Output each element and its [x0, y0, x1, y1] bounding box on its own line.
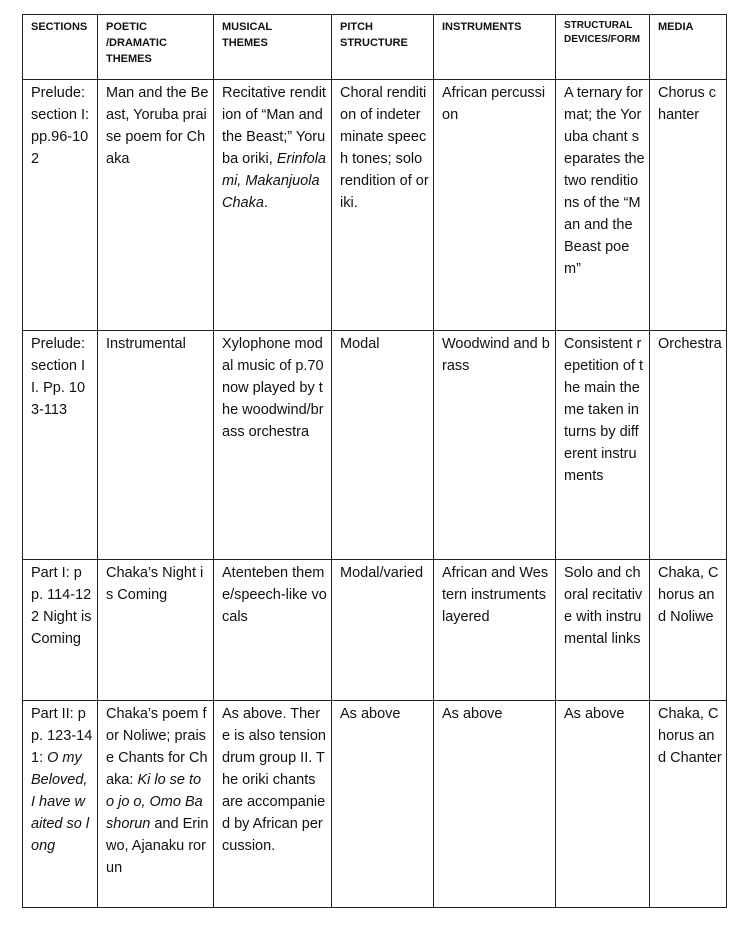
cell-instruments: African percussion: [434, 80, 556, 331]
cell-pitch-structure: Choral rendition of indeterminate speech tones; solo rendition of oriki.: [332, 80, 434, 331]
cell-structural-device: Consistent repetition of the main theme taken in turns by different instruments: [556, 331, 650, 560]
header-poetic-dramatic-themes: POETIC /DRAMATIC THEMES: [98, 15, 214, 80]
cell-musical-theme: Xylophone modal music of p.70 now played by the woodwind/brass orchestra: [214, 331, 332, 560]
cell-musical-theme: Recitative rendition of “Man and the Beast;” Yoruba oriki, Erinfolami, Makanjuola Chaka.: [214, 80, 332, 331]
header-media: MEDIA: [650, 15, 727, 80]
table-row: [23, 80, 727, 331]
cell-structural-device: A ternary format; the Yoruba chant separates the two renditions of the “Man and the Beast poem”: [556, 80, 650, 331]
cell-media: Chaka, Chorus and Noliwe: [650, 560, 727, 701]
table-row: [23, 560, 727, 701]
cell-poetic-theme: Man and the Beast, Yoruba praise poem for Chaka: [98, 80, 214, 331]
cell-section: Prelude: section I: pp.96-102: [23, 80, 98, 331]
header-musical-themes: MUSICAL THEMES: [214, 15, 332, 80]
header-instruments: INSTRUMENTS: [434, 15, 556, 80]
sections-table: [22, 14, 727, 908]
cell-musical-theme: As above. There is also tension drum group II. The oriki chants are accompanied by African percussion.: [214, 701, 332, 908]
cell-pitch-structure: Modal/varied: [332, 560, 434, 701]
cell-section: Prelude: section II. Pp. 103-113: [23, 331, 98, 560]
cell-pitch-structure: As above: [332, 701, 434, 908]
cell-instruments: African and Western instruments layered: [434, 560, 556, 701]
cell-pitch-structure: Modal: [332, 331, 434, 560]
cell-media: Orchestra: [650, 331, 727, 560]
header-pitch-structure: PITCH STRUCTURE: [332, 15, 434, 80]
cell-poetic-theme: Chaka’s poem for Noliwe; praise Chants for Chaka: Ki lo se too jo o, Omo Bashorun and Erinwo, Ajanaku rorun: [98, 701, 214, 908]
header-sections: SECTIONS: [23, 15, 98, 80]
cell-media: Chaka, Chorus and Chanter: [650, 701, 727, 908]
header-row: [23, 15, 727, 80]
cell-poetic-theme: Instrumental: [98, 331, 214, 560]
cell-structural-device: Solo and choral recitative with instrumental links: [556, 560, 650, 701]
cell-musical-theme: Atenteben theme/speech-like vocals: [214, 560, 332, 701]
cell-section: Part I: pp. 114-122 Night is Coming: [23, 560, 98, 701]
cell-section: Part II: pp. 123-141: O my Beloved, I have waited so long: [23, 701, 98, 908]
cell-structural-device: As above: [556, 701, 650, 908]
cell-media: Chorus chanter: [650, 80, 727, 331]
cell-poetic-theme: Chaka’s Night is Coming: [98, 560, 214, 701]
cell-instruments: Woodwind and brass: [434, 331, 556, 560]
table-row: [23, 331, 727, 560]
table-row: [23, 701, 727, 908]
header-structural-devices-form: STRUCTURAL DEVICES/FORM: [556, 15, 650, 80]
cell-instruments: As above: [434, 701, 556, 908]
